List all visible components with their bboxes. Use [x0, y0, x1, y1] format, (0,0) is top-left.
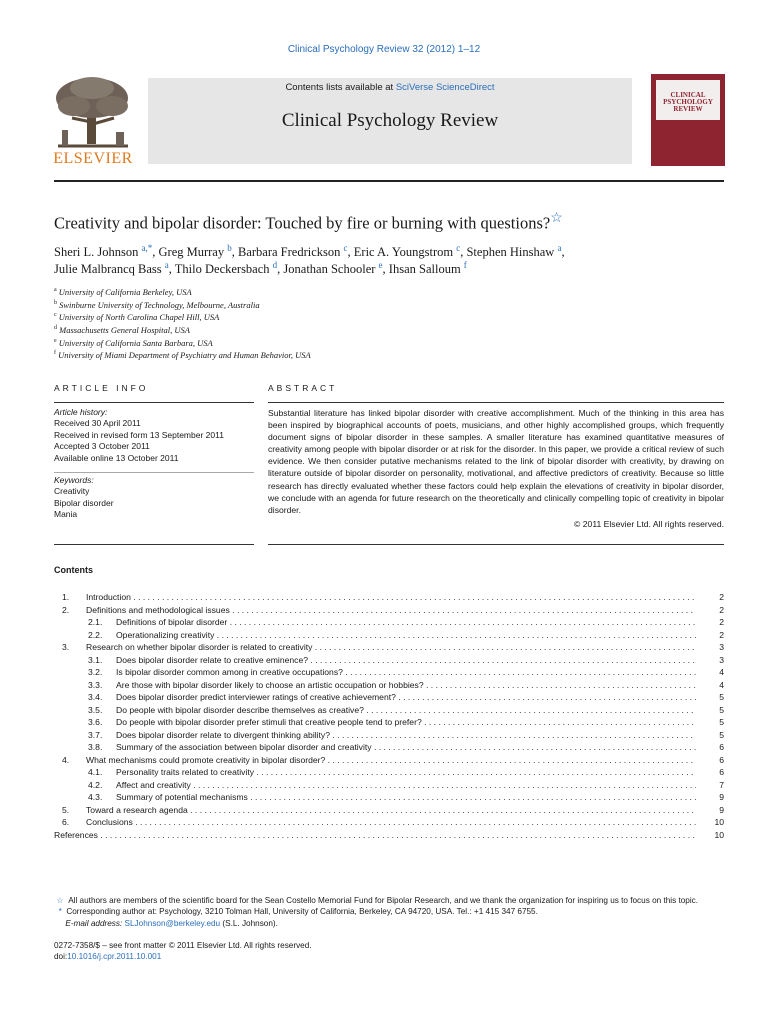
toc-entry[interactable] — [54, 629, 724, 642]
toc-entry[interactable] — [54, 654, 724, 667]
affiliation-mark: e — [54, 337, 57, 344]
email-footnote — [54, 918, 734, 929]
toc-entry[interactable] — [54, 754, 724, 767]
abstract-heading: ABSTRACT — [268, 383, 338, 393]
history-item: Received in revised form 13 September 2011 — [54, 429, 224, 440]
toc-page-number: 4 — [719, 679, 724, 690]
contents-heading: Contents — [54, 565, 93, 575]
affiliation-mark: a — [54, 287, 57, 293]
toc-page-number: 6 — [719, 754, 724, 765]
toc-entry-label — [54, 691, 696, 704]
abstract-text: Substantial literature has linked bipolar disorder with creative accomplishment. Much of the thinking in this area has been inspired by biographical accounts of poets, musicians, and other highly accomplished groups, which frequently document signs of bipolar disorder in these samples. A smaller literature has examined quantitative measures of creativity among people with bipolar disorder or at risk for the disorder. In this paper, we provide a critical review of such evidence. We then consider putative mechanisms related to the link of bipolar disorder with creativity, by drawing on literature outside of bipolar disorder on personality, motivational, and affective predictors of creativity. Because so little research has directly evaluated whether these factors could help explain the elevations of creativity in bipolar disorder, we conclude with an agenda for future research on the theoretically and clinically compelling topic of creativity in bipolar disorder. — [268, 408, 724, 515]
toc-page-number: 3 — [719, 642, 724, 652]
history-item: Accepted 3 October 2011 — [54, 441, 150, 452]
toc-page-number: 9 — [719, 792, 724, 802]
toc-number: 2. — [62, 604, 70, 615]
toc-page-number: 5 — [719, 692, 724, 702]
author-affiliation-mark[interactable]: b — [227, 243, 232, 253]
toc-number: 2.2. — [88, 629, 103, 640]
affiliation-text: University of Miami Department of Psychiatry and Human Behavior, USA — [58, 349, 311, 360]
toc-entry[interactable] — [54, 741, 724, 754]
corresponding-text: Corresponding author at: Psychology, 3210 Tolman Hall, University of California, Berkeley, CA 94720, USA. Tel.: +1 415 347 6755. — [66, 907, 538, 917]
star-footnote — [54, 895, 734, 906]
toc-number: 3. — [62, 642, 70, 652]
toc-title: Does bipolar disorder relate to creative eminence? — [116, 654, 309, 665]
toc-title: Research on whether bipolar disorder is related to creativity — [86, 642, 313, 652]
toc-page-number: 3 — [719, 654, 724, 665]
toc-entry-label — [54, 766, 696, 779]
elsevier-wordmark: ELSEVIER — [53, 150, 133, 167]
toc-entry[interactable] — [54, 616, 724, 629]
toc-title: References — [54, 829, 98, 840]
toc-title: Summary of the association between bipolar disorder and creativity — [116, 742, 372, 752]
affiliation-item — [54, 348, 734, 361]
author-affiliation-mark[interactable]: f — [463, 260, 467, 270]
toc-title: Affect and creativity — [116, 779, 191, 790]
author-separator: , — [231, 245, 238, 260]
affiliation-text: Swinburne University of Technology, Melbourne, Australia — [59, 299, 260, 310]
author-name[interactable]: Stephen Hinshaw — [466, 245, 555, 260]
affiliation-mark: f — [54, 350, 56, 357]
toc-number: 4.2. — [88, 779, 103, 790]
toc-page-number: 2 — [719, 592, 724, 602]
toc-title: Summary of potential mechanisms — [116, 792, 248, 802]
affiliation-item — [54, 285, 734, 298]
doi-line — [54, 951, 734, 962]
journal-reference[interactable]: Clinical Psychology Review 32 (2012) 1–12 — [287, 44, 481, 55]
toc-entry-label — [54, 666, 696, 679]
article-info-rule — [54, 402, 254, 403]
toc-number: 3.6. — [88, 717, 103, 727]
toc-number: 4.3. — [88, 792, 103, 802]
toc-entry[interactable] — [54, 666, 724, 679]
toc-title: Definitions of bipolar disorder — [116, 617, 228, 627]
toc-title: Does bipolar disorder relate to divergent thinking ability? — [116, 729, 331, 740]
contents-available-line — [148, 82, 632, 93]
table-of-contents — [54, 591, 724, 841]
toc-title: Do people with bipolar disorder prefer stimuli that creative people tend to prefer? — [116, 717, 422, 727]
author-separator: , — [152, 245, 159, 260]
toc-title: Operationalizing creativity — [116, 629, 215, 640]
keyword-item: Bipolar disorder — [54, 497, 114, 508]
toc-entry-label — [54, 679, 696, 692]
toc-entry-label — [54, 804, 696, 817]
toc-entry-label — [54, 816, 696, 829]
toc-title: Conclusions — [86, 817, 133, 827]
toc-title: Definitions and methodological issues — [86, 604, 230, 615]
author-affiliation-mark[interactable]: e — [378, 260, 383, 270]
keyword-item: Creativity — [54, 486, 90, 497]
contents-available-text: Contents lists available at — [285, 82, 396, 93]
toc-title: Introduction — [86, 592, 131, 602]
author-name[interactable]: Thilo Deckersbach — [174, 262, 270, 277]
affiliation-mark: b — [54, 299, 57, 306]
abstract-copyright: © 2011 Elsevier Ltd. All rights reserved. — [574, 519, 724, 529]
doi-label: doi: — [54, 952, 68, 962]
doi-link[interactable]: 10.1016/j.cpr.2011.10.001 — [67, 952, 162, 962]
history-item: Available online 13 October 2011 — [54, 452, 179, 463]
author-affiliation-mark[interactable]: a — [164, 260, 169, 270]
toc-number: 3.8. — [88, 742, 103, 752]
toc-page-number: 2 — [719, 617, 724, 627]
toc-number: 4.1. — [88, 767, 103, 777]
toc-entry-label — [54, 754, 696, 767]
author-affiliation-mark[interactable]: a — [557, 243, 562, 253]
toc-entry-label — [54, 779, 696, 792]
toc-entry-label — [54, 591, 696, 604]
sciencedirect-link[interactable]: SciVerse ScienceDirect — [395, 82, 495, 93]
article-title — [54, 210, 734, 234]
email-suffix: (S.L. Johnson). — [222, 918, 278, 928]
star-footnote-icon[interactable]: ☆ — [550, 211, 563, 226]
toc-title: Does bipolar disorder predict interviewer ratings of creative achievement? — [116, 692, 396, 702]
toc-page-number: 4 — [719, 667, 724, 677]
article-title-text: Creativity and bipolar disorder: Touched by fire or burning with questions? — [54, 213, 551, 233]
toc-page-number: 5 — [719, 704, 724, 715]
toc-entry-label — [54, 654, 696, 667]
issn-line: 0272-7358/$ – see front matter © 2011 Elsevier Ltd. All rights reserved. — [54, 941, 312, 950]
toc-entry-label — [54, 791, 696, 804]
affiliations — [54, 285, 734, 361]
author-name[interactable]: Ihsan Salloum — [388, 262, 461, 277]
toc-page-number: 9 — [719, 804, 724, 815]
toc-title: Personality traits related to creativity — [116, 767, 255, 777]
author-affiliation-mark[interactable]: a,* — [141, 243, 153, 253]
toc-entry-label — [54, 729, 696, 742]
toc-page-number: 5 — [719, 717, 724, 727]
keywords-list — [54, 486, 254, 520]
author-name[interactable]: Jonathan Schooler — [283, 262, 376, 277]
affiliation-mark: d — [54, 324, 57, 331]
toc-entry-label — [54, 829, 696, 842]
author-name[interactable]: Eric A. Youngstrom — [353, 245, 454, 260]
toc-number: 2.1. — [88, 617, 103, 627]
keywords — [54, 475, 254, 521]
author-name[interactable]: Barbara Fredrickson — [237, 245, 341, 260]
star-footnote-text: All authors are members of the scientific board for the Sean Costello Memorial Fund for Bipolar Research, and we thank the organization for inspiring us to focus on this topic. — [68, 896, 699, 905]
toc-number: 3.5. — [88, 704, 103, 715]
toc-title: What mechanisms could promote creativity in bipolar disorder? — [86, 754, 326, 765]
toc-number: 6. — [62, 817, 70, 827]
toc-entry-label — [54, 641, 696, 654]
author-separator: , — [382, 262, 389, 277]
article-history-label: Article history: — [54, 407, 108, 417]
affiliation-item — [54, 323, 734, 336]
toc-entry[interactable] — [54, 716, 724, 729]
toc-title: Are those with bipolar disorder likely to choose an artistic occupation or hobbies? — [116, 679, 424, 690]
affiliation-item — [54, 310, 734, 323]
author-separator: , — [347, 245, 354, 260]
toc-number: 3.2. — [88, 667, 103, 677]
corresponding-mark: * — [58, 907, 62, 917]
toc-number: 3.4. — [88, 692, 103, 702]
toc-page-number: 10 — [714, 817, 724, 827]
toc-entry[interactable] — [54, 816, 724, 829]
author-affiliation-mark[interactable]: d — [272, 260, 278, 270]
keywords-label: Keywords: — [54, 475, 94, 485]
toc-entry[interactable] — [54, 779, 724, 792]
tree-icon — [52, 74, 134, 152]
toc-entry[interactable] — [54, 604, 724, 617]
toc-entry[interactable] — [54, 641, 724, 654]
affiliation-mark: c — [54, 312, 57, 319]
toc-number: 5. — [62, 804, 70, 815]
toc-number: 3.1. — [88, 654, 103, 665]
toc-entry[interactable] — [54, 729, 724, 742]
author-separator: , — [460, 245, 467, 260]
author-name[interactable]: Julie Malbrancq Bass — [54, 262, 162, 277]
article-history — [54, 407, 254, 464]
keyword-item: Mania — [54, 509, 78, 520]
toc-title: Toward a research agenda — [86, 804, 188, 815]
toc-entry-label — [54, 741, 696, 754]
author-separator: , — [561, 245, 565, 260]
email-label: E-mail address: — [65, 918, 123, 928]
toc-number: 3.7. — [88, 729, 103, 740]
abstract-bottom-rule — [268, 544, 724, 545]
toc-entry[interactable] — [54, 591, 724, 604]
author-name[interactable]: Greg Murray — [158, 245, 225, 260]
toc-page-number: 5 — [719, 729, 724, 740]
article-info-heading: ARTICLE INFO — [54, 383, 149, 393]
toc-entry-label — [54, 604, 696, 617]
journal-title: Clinical Psychology Review — [281, 110, 499, 131]
toc-entry[interactable] — [54, 679, 724, 692]
header-divider — [54, 180, 724, 182]
affiliation-text: University of California Santa Barbara, USA — [58, 337, 213, 348]
toc-entry[interactable] — [54, 829, 724, 842]
author-name[interactable]: Sheri L. Johnson — [54, 245, 139, 260]
footnotes — [54, 895, 734, 929]
toc-entry-label — [54, 616, 696, 629]
article-info-bottom-rule — [54, 544, 254, 545]
history-item: Received 30 April 2011 — [54, 418, 141, 429]
authors-line-2 — [54, 260, 734, 277]
front-matter — [54, 940, 734, 963]
toc-entry-label — [54, 716, 696, 729]
authors-line-1 — [54, 243, 734, 260]
toc-entry[interactable] — [54, 691, 724, 704]
author-separator: , — [168, 262, 175, 277]
cover-title: CLINICAL PSYCHOLOGY REVIEW — [663, 91, 713, 113]
star-footnote-mark: ☆ — [56, 896, 64, 905]
toc-page-number: 2 — [719, 629, 724, 640]
toc-number: 3.3. — [88, 679, 103, 690]
article-info-inner-rule — [54, 472, 254, 473]
toc-entry-label — [54, 629, 696, 642]
affiliation-item — [54, 298, 734, 311]
journal-cover-thumbnail[interactable] — [651, 74, 725, 166]
email-link[interactable]: SLJohnson@berkeley.edu — [124, 918, 221, 928]
toc-page-number: 7 — [719, 779, 724, 790]
toc-page-number: 2 — [719, 604, 724, 615]
toc-title: Is bipolar disorder common among in creative occupations? — [116, 667, 343, 677]
author-separator: , — [277, 262, 284, 277]
toc-number: 4. — [62, 754, 70, 765]
affiliation-item — [54, 336, 734, 349]
article-history-list — [54, 418, 254, 464]
toc-entry[interactable] — [54, 804, 724, 817]
corresponding-footnote — [54, 906, 734, 917]
affiliation-text: Massachusetts General Hospital, USA — [59, 324, 190, 335]
toc-entry[interactable] — [54, 791, 724, 804]
toc-number: 1. — [62, 592, 70, 602]
toc-title: Do people with bipolar disorder describe themselves as creative? — [116, 704, 364, 715]
author-affiliation-mark[interactable]: c — [456, 243, 461, 253]
toc-entry[interactable] — [54, 766, 724, 779]
toc-entry[interactable] — [54, 704, 724, 717]
affiliation-text: University of North Carolina Chapel Hill, USA — [58, 312, 220, 323]
affiliation-text: University of California Berkeley, USA — [58, 286, 192, 297]
toc-entry-label — [54, 704, 696, 717]
abstract-rule — [268, 402, 724, 403]
toc-page-number: 6 — [719, 742, 724, 752]
toc-page-number: 6 — [719, 767, 724, 777]
author-affiliation-mark[interactable]: c — [343, 243, 348, 253]
toc-page-number: 10 — [714, 829, 724, 840]
